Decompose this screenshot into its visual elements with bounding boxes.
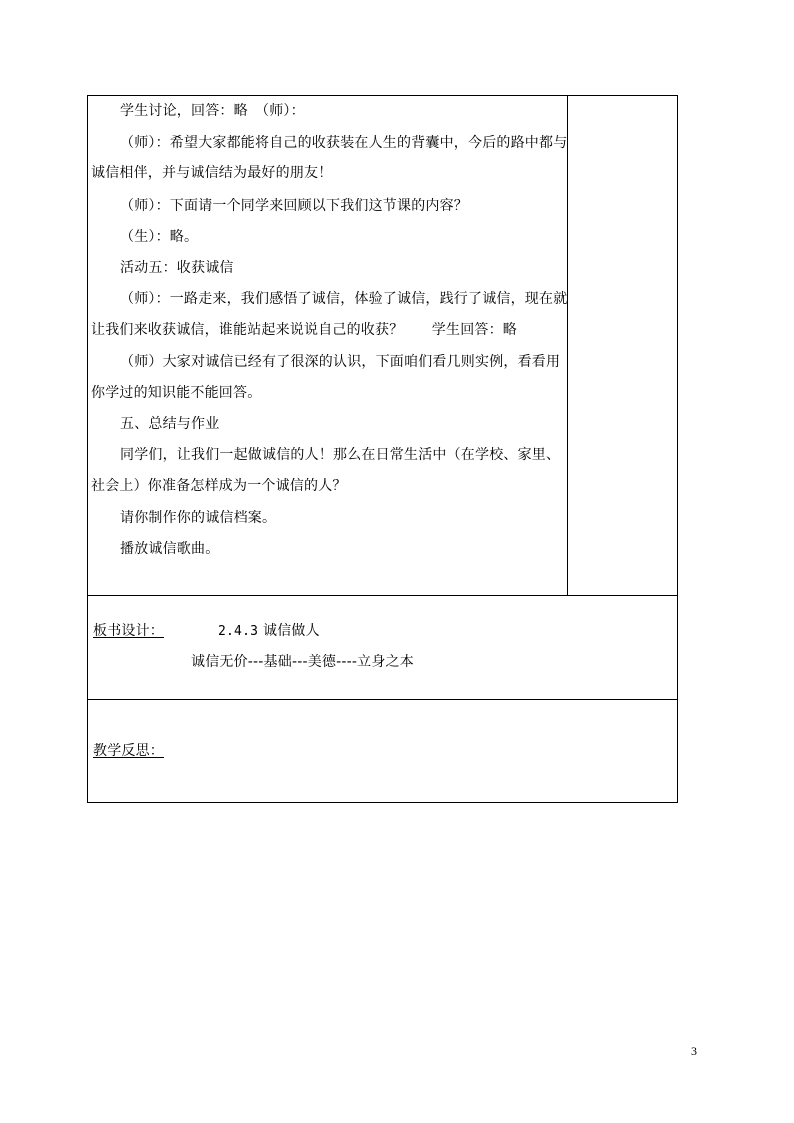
paragraph-7: （师）：一路走来，我们感悟了诚信，体验了诚信，践行了诚信，现在就 xyxy=(120,291,568,307)
paragraph-3: 诚信相伴，并与诚信结为最好的朋友！ xyxy=(91,165,333,181)
section-heading: 五、总结与作业 xyxy=(120,416,220,432)
paragraph-5: （生）：略。 xyxy=(120,229,199,245)
paragraph-13: 社会上）你准备怎样成为一个诚信的人？ xyxy=(91,478,347,494)
column-divider xyxy=(567,95,568,595)
lesson-table xyxy=(87,95,678,803)
row-divider-1 xyxy=(87,595,678,596)
table-bottom-border xyxy=(87,802,678,803)
table-left-border xyxy=(87,95,88,803)
board-design-code: 2.4.3 xyxy=(218,624,259,639)
table-right-border xyxy=(677,95,678,803)
paragraph-4: （师）：下面请一个同学来回顾以下我们这节课的内容？ xyxy=(120,198,468,214)
paragraph-9: （师）大家对诚信已经有了很深的认识，下面咱们看几则实例，看看用 xyxy=(120,354,561,370)
paragraph-8: 让我们来收获诚信，谁能站起来说说自己的收获？ 学生回答：略 xyxy=(91,322,517,338)
paragraph-10: 你学过的知识能不能回答。 xyxy=(91,385,262,401)
page-number: 3 xyxy=(691,1044,697,1058)
paragraph-15: 播放诚信歌曲。 xyxy=(120,541,220,557)
paragraph-6: 活动五：收获诚信 xyxy=(120,260,234,276)
paragraph-2: （师）：希望大家都能将自己的收获装在人生的背囊中，今后的路中都与 xyxy=(120,135,568,151)
board-design-content: 诚信无价---基础---美德----立身之本 xyxy=(191,654,414,670)
table-top-border xyxy=(87,95,678,96)
board-design-title: 诚信做人 xyxy=(263,623,320,639)
board-design-label: 板书设计： xyxy=(93,623,164,639)
paragraph-1: 学生讨论，回答：略 （师）： xyxy=(120,103,305,119)
row-divider-2 xyxy=(87,699,678,700)
paragraph-14: 请你制作你的诚信档案。 xyxy=(120,510,277,526)
paragraph-12: 同学们，让我们一起做诚信的人！那么在日常生活中（在学校、家里、 xyxy=(120,447,561,463)
reflection-label: 教学反思： xyxy=(93,743,164,759)
